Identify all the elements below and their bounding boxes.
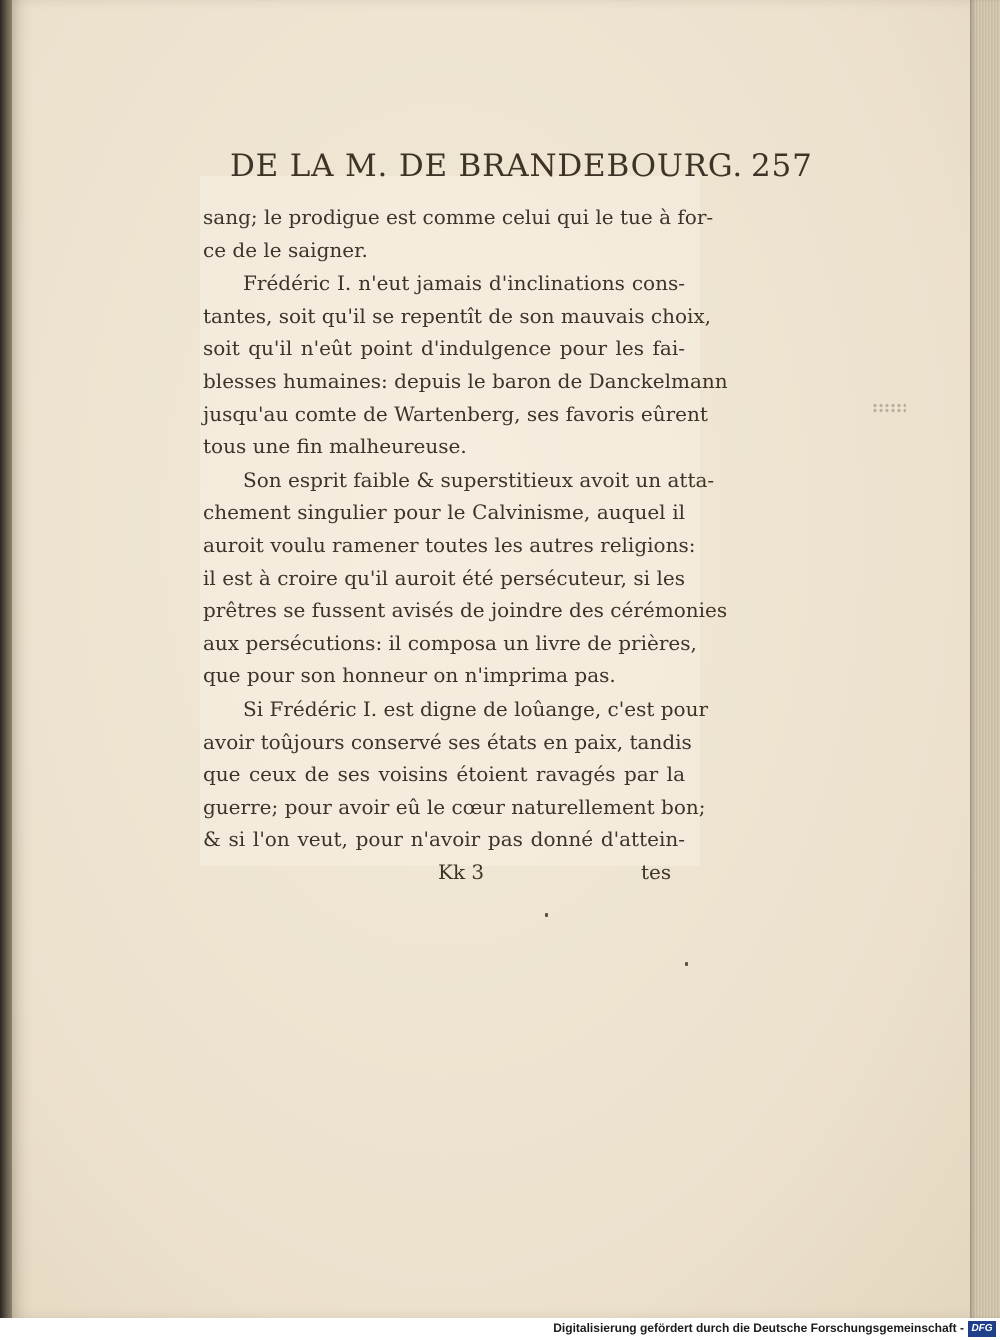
dfg-logo-icon: DFG (968, 1321, 996, 1337)
text-line: blesses humaines: depuis le baron de Danckelmann (203, 368, 728, 393)
paper-speck (545, 913, 548, 917)
text-line: guerre; pour avoir eû le cœur naturellement bon; (203, 794, 706, 819)
text-line: tous une fin malheureuse. (203, 434, 467, 459)
text-line: jusqu'au comte de Wartenberg, ses favoris eûrent (203, 401, 708, 426)
book-spine-edge (0, 0, 12, 1340)
catchword: tes (641, 860, 672, 884)
running-head-title: DE LA M. DE BRANDEBOURG. (230, 148, 744, 184)
paper-speck (872, 403, 906, 413)
text-line: tantes, soit qu'il se repentît de son mauvais choix, (203, 303, 712, 328)
text-line: avoir toûjours conservé ses états en paix, tandis (203, 729, 692, 754)
text-line: prêtres se fussent avisés de joindre des cérémonies (203, 598, 728, 623)
text-line: Si Frédéric I. est digne de loûange, c'est pour (243, 696, 709, 721)
text-line: & si l'on veut, pour n'avoir pas donné d'attein- (203, 827, 685, 852)
paper-speck (685, 962, 688, 966)
text-line: ce de le saigner. (203, 237, 368, 262)
page-fore-edge (970, 0, 1000, 1318)
footer-bar (0, 1318, 1000, 1340)
signature-mark: Kk 3 (438, 860, 485, 884)
text-line: que pour son honneur on n'imprima pas. (203, 663, 616, 688)
text-line: Frédéric I. n'eut jamais d'inclinations cons- (243, 271, 685, 296)
text-line: il est à croire qu'il auroit été persécuteur, si les (203, 565, 685, 590)
footer-credit: Digitalisierung gefördert durch die Deutsche Forschungsgemeinschaft - (553, 1321, 964, 1335)
text-line: que ceux de ses voisins étoient ravagés par la (203, 762, 685, 787)
text-line: sang; le prodigue est comme celui qui le tue à for- (203, 205, 714, 229)
body-text (203, 201, 728, 856)
page-number: 257 (751, 148, 813, 184)
running-head (230, 148, 813, 184)
text-line: aux persécutions: il composa un livre de prières, (203, 630, 697, 655)
text-line: chement singulier pour le Calvinisme, auquel il (203, 500, 685, 525)
text-line: auroit voulu ramener toutes les autres religions: (203, 532, 696, 557)
text-line: soit qu'il n'eût point d'indulgence pour les fai- (203, 336, 685, 361)
text-line: Son esprit faible & superstitieux avoit un atta- (243, 467, 715, 492)
